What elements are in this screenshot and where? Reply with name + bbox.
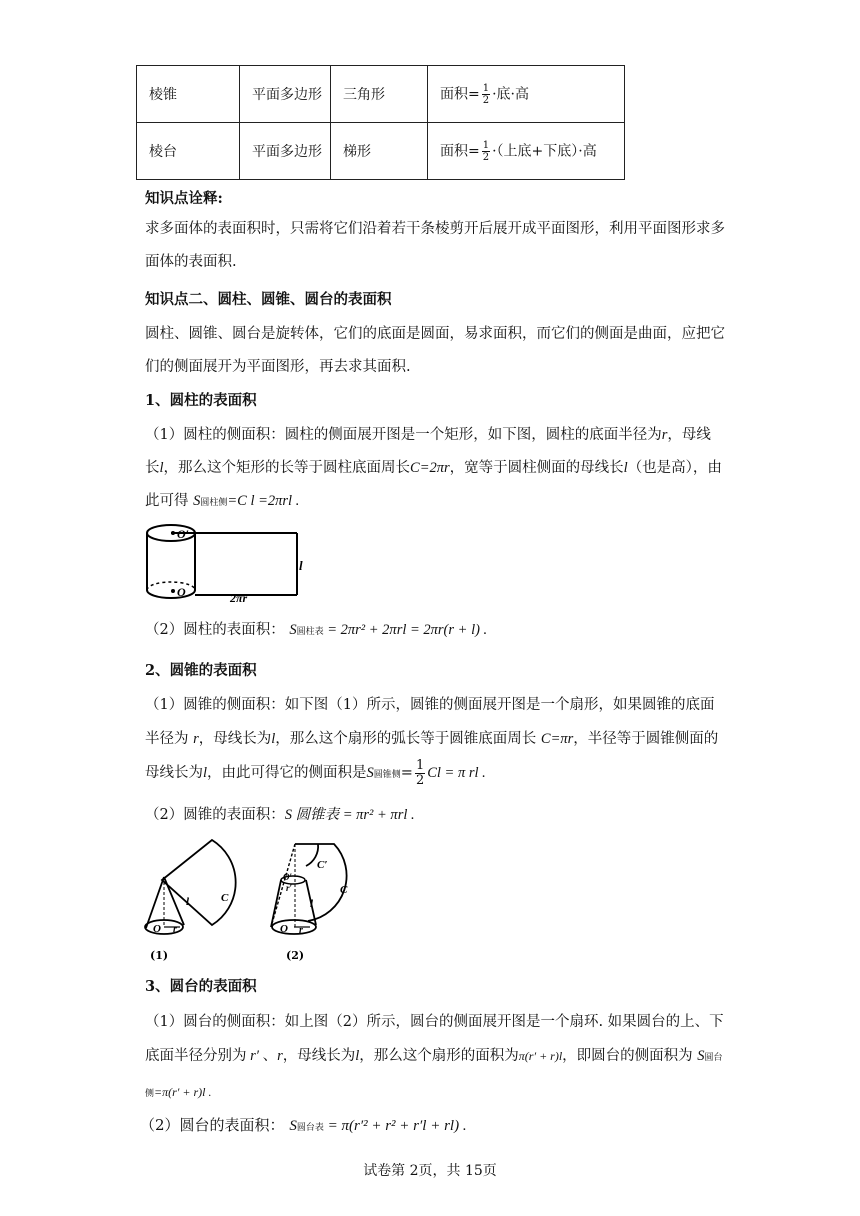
cylinder-lateral-paragraph (145, 419, 725, 520)
formula: = πr² + πrl . (339, 807, 415, 823)
text-span: ，母线长为 (282, 1048, 356, 1064)
table-row (137, 66, 625, 123)
table-cell: 平面多边形 (240, 123, 331, 180)
label-o: O (280, 923, 288, 935)
section-title: 知识点二、圆柱、圆锥、圆台的表面积 (145, 291, 392, 308)
label-c: C (340, 884, 348, 896)
var-l: l (355, 1048, 360, 1064)
label-o: O (177, 585, 186, 599)
label-c: C (221, 892, 229, 904)
symbol-s: S (366, 765, 374, 781)
note-text: 求多面体的表面积时，只需将它们沿着若干条棱剪开后展开成平面图形，利用平面图形求多面体的表面积. (145, 221, 725, 270)
var-r: r (277, 1048, 283, 1064)
subscript: 圆台表 (296, 1123, 324, 1133)
cone-surface-paragraph (145, 799, 725, 832)
table-cell-formula (428, 123, 625, 180)
text-span: ，那么这个扇形的面积为 (359, 1048, 519, 1064)
table-cell: 三角形 (331, 66, 428, 123)
label-l: l (310, 898, 314, 910)
note-title: 知识点诠释: (145, 190, 223, 207)
formula-prefix: 面积= (440, 86, 480, 102)
cylinder-unfold-figure (145, 520, 305, 602)
formula-prefix: 面积= (440, 143, 480, 159)
fraction-denominator: 2 (482, 94, 490, 106)
formula: =π(r′ + r)l . (154, 1085, 212, 1099)
var-r-prime: r′ (246, 1048, 263, 1064)
symbol-s: S (193, 493, 201, 509)
fraction-denominator: 2 (482, 151, 490, 163)
table-cell-formula (428, 66, 625, 123)
figure-label: (1) (150, 949, 169, 962)
text-span: （1）圆锥的侧面积：如下图（1）所示，圆锥的侧面展开图是一个扇形，如果圆锥的底面半径为 (145, 697, 715, 747)
text-span: （2）圆台的表面积： (140, 1116, 285, 1134)
page-footer: 试卷第 2页，共 15页 (363, 1163, 497, 1179)
label-r: r (299, 925, 303, 936)
var-l: l (623, 460, 628, 476)
text-span: ，那么这个矩形的长等于圆柱底面周长 (163, 460, 411, 476)
cone-unfold-figure (140, 835, 370, 963)
formula-c: C=πr (540, 731, 574, 747)
label-2pir: 2πr (230, 591, 248, 602)
formula-suffix: ·底·高 (492, 86, 530, 102)
text-span: ，即圆台的侧面积为 (562, 1048, 693, 1064)
label-r: r (173, 924, 177, 935)
formula: = 2πr² + 2πrl = 2πr(r + l) . (323, 622, 488, 638)
fraction (415, 759, 425, 788)
subsection-title: 1、圆柱的表面积 (145, 392, 257, 409)
formula: Cl = π rl . (427, 765, 486, 781)
formula-suffix: ·（上底+下底）·高 (492, 143, 597, 159)
frustum-lateral-paragraph (145, 1005, 725, 1111)
frustum-surface-paragraph (140, 1109, 720, 1145)
table-row (137, 123, 625, 180)
section-intro: 圆柱、圆锥、圆台是旋转体，它们的底面是圆面，易求面积，而它们的侧面是曲面，应把它们的侧面展开为平面图形，再去求其面积. (145, 326, 725, 375)
var-r: r (193, 731, 199, 747)
cone-lateral-paragraph: （1）圆锥的侧面积：如下图（1）所示，圆锥的侧面展开图是一个扇形，如果圆锥的底面半径为 r，母线长为l，那么这个扇形的弧长等于圆锥底面周长 C=πr，半径等于圆锥侧面的母线长为l，由此可得它的侧面积是S圆锥侧= $\frac{1}{2}$ Cl = π rl . (145, 697, 719, 788)
fraction-numerator: 1 (482, 82, 490, 94)
var-l: l (203, 765, 208, 781)
label-c-prime: C′ (317, 859, 328, 871)
var-r: r (661, 427, 668, 443)
subsection-title: 2、圆锥的表面积 (145, 662, 257, 679)
formula-c: C=2πr (410, 460, 450, 476)
symbol-s: S (289, 622, 297, 638)
subscript: 圆柱表 (296, 627, 324, 637)
figure-label: (2) (286, 949, 305, 962)
text-span: （2）圆锥的表面积： (145, 807, 285, 823)
fraction-numerator: 1 (482, 139, 490, 151)
label-o-prime: O′ (177, 527, 190, 541)
label-l: l (186, 896, 190, 908)
label-r-prime: r′ (286, 883, 293, 893)
text-span: （2）圆柱的表面积： (145, 622, 285, 638)
label-l: l (299, 558, 303, 573)
subscript: 圆柱侧 (200, 498, 228, 508)
text-span: ，半径等于圆锥侧面的母线长为 (145, 731, 719, 781)
formula: =C l =2πrl . (227, 493, 300, 509)
text-span: （1）圆柱的侧面积：圆柱的侧面展开图是一个矩形，如下图，圆柱的底面半径为 (145, 427, 662, 443)
label-o-prime: O′ (283, 872, 293, 882)
fraction-denominator: 2 (415, 772, 425, 788)
table-cell: 平面多边形 (240, 66, 331, 123)
symbol-s: S 圆锥表 (284, 807, 340, 823)
text-span: （1）圆台的侧面积：如上图（2）所示，圆台的侧面展开图是一个扇环. 如果圆台的上、下底面半径分别为 (145, 1014, 724, 1064)
fraction-numerator: 1 (415, 757, 425, 773)
text-span: （也是高），由此可得 (145, 460, 722, 509)
subscript: 圆锥侧 (373, 770, 401, 780)
text-span: ，由此可得它的侧面积是 (207, 765, 367, 781)
subscript: 圆台侧 (145, 1053, 723, 1099)
formula: π(r′ + r)l (518, 1049, 563, 1063)
text-span: 、 (262, 1048, 278, 1064)
cylinder-surface-paragraph (145, 614, 725, 649)
table-cell: 梯形 (331, 123, 428, 180)
text-span: ，宽等于圆柱侧面的母线长 (449, 460, 624, 476)
label-o: O (153, 923, 161, 935)
fraction (482, 140, 490, 163)
table-cell: 棱台 (137, 123, 240, 180)
subsection-title: 3、圆台的表面积 (145, 978, 257, 995)
fraction (482, 83, 490, 106)
text-span: ，母线长为 (198, 731, 272, 747)
text-span: ，那么这个扇形的弧长等于圆锥底面周长 (275, 731, 537, 747)
formula: = π(r′² + r² + r′l + rl) . (323, 1118, 467, 1134)
text-span: ，母线长 (145, 427, 711, 476)
symbol-s: S (697, 1048, 705, 1064)
geometry-table (136, 65, 625, 180)
table-cell: 棱锥 (137, 66, 240, 123)
symbol-s: S (289, 1118, 297, 1134)
var-l: l (271, 731, 276, 747)
var-l: l (159, 460, 164, 476)
